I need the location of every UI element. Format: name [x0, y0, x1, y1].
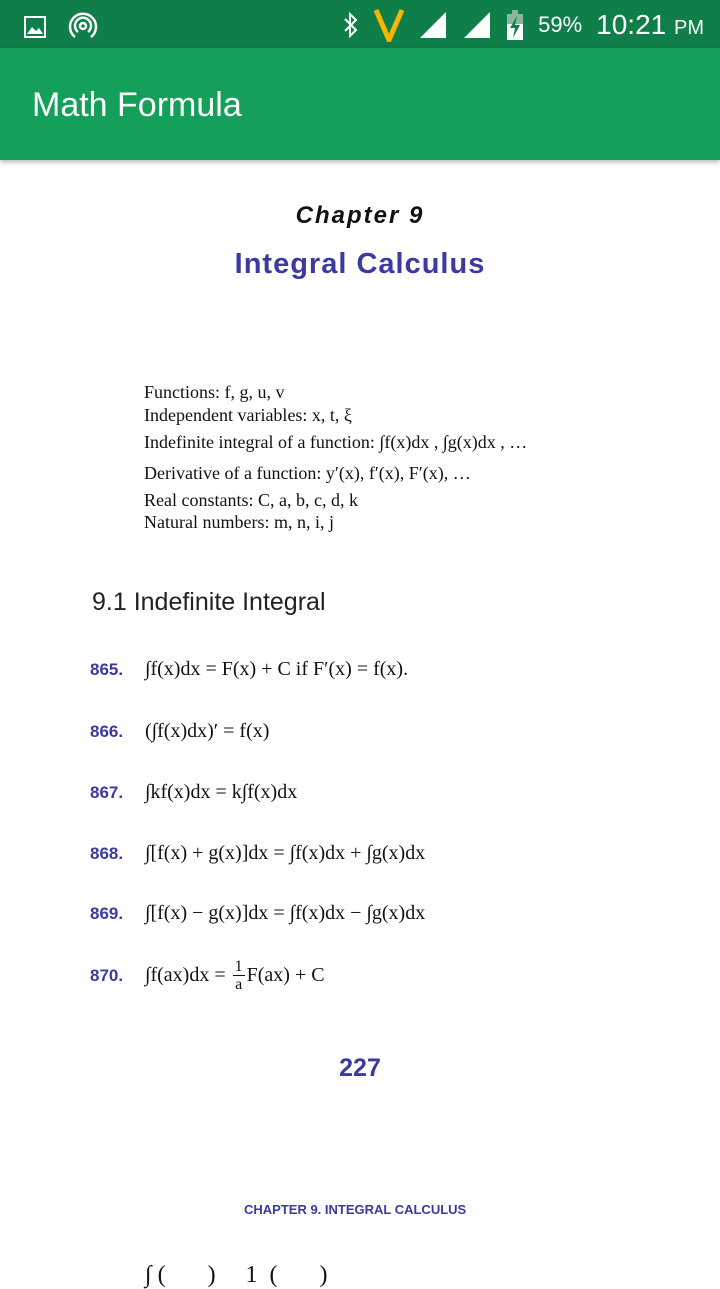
fraction-numerator: 1 [234, 958, 243, 975]
definition-line: Natural numbers: m, n, i, j [144, 512, 334, 533]
fraction [233, 958, 245, 993]
fraction-denominator: a [235, 976, 243, 993]
definition-line: Real constants: C, a, b, c, d, k [144, 489, 358, 510]
formula-number: 866. [90, 721, 124, 741]
clock-time: 10:21 [596, 9, 667, 40]
gallery-icon [24, 16, 46, 38]
formula-number: 870. [90, 965, 124, 985]
formula-867 [90, 781, 297, 804]
signal-icon [418, 10, 448, 40]
definition-line: Functions: f, g, u, v [144, 382, 285, 402]
definition-line: Derivative of a function: y′(x), f′(x), F′(x), … [144, 462, 471, 483]
formula-part: ∫f(ax)dx = [145, 964, 231, 986]
formula-expression: (∫f(x)dx)′ = f(x) [145, 720, 270, 742]
chapter-title: Integral Calculus [234, 248, 486, 280]
formula-part: F(ax) + C [246, 964, 325, 986]
formula-expression: ∫kf(x)dx = k∫f(x)dx [145, 781, 298, 803]
battery-charging-icon [506, 10, 524, 40]
formula-865 [90, 658, 408, 681]
formula-number: 867. [90, 782, 124, 802]
v-app-icon [374, 8, 404, 42]
formula-expression: ∫f(x)dx = F(x) + C if F′(x) = f(x). [145, 658, 409, 680]
section-heading: 9.1 Indefinite Integral [92, 588, 326, 616]
hotspot-icon [68, 12, 98, 42]
signal-icon [462, 10, 492, 40]
definition-line: Independent variables: x, t, ξ [144, 404, 352, 425]
formula-expression: ∫[f(x) + g(x)]dx = ∫f(x)dx + ∫g(x)dx [145, 842, 426, 864]
chapter-label: Chapter 9 [295, 202, 425, 229]
formula-number: 865. [90, 659, 124, 679]
battery-percent: 59% [538, 12, 583, 37]
clock [596, 9, 704, 41]
bluetooth-icon [342, 11, 360, 39]
formula-870 [90, 958, 325, 993]
definition-line: Indefinite integral of a function: ∫f(x)dx , ∫g(x)dx , … [144, 431, 528, 452]
status-bar [0, 0, 720, 48]
clock-ampm: PM [674, 17, 704, 39]
formula-866 [90, 720, 269, 743]
app-title: Math Formula [32, 86, 242, 124]
partial-formula: ∫ ( ) 1 ( ) [145, 1262, 328, 1288]
formula-868 [90, 842, 425, 865]
formula-number: 869. [90, 903, 124, 923]
definitions [144, 381, 527, 534]
formula-expression: ∫[f(x) − g(x)]dx = ∫f(x)dx − ∫g(x)dx [145, 902, 426, 924]
formula-expression [145, 958, 325, 993]
formula-number: 868. [90, 843, 124, 863]
page-number: 227 [339, 1054, 381, 1082]
formula-869 [90, 902, 425, 925]
app-bar [0, 48, 720, 160]
running-header: CHAPTER 9. INTEGRAL CALCULUS [244, 1202, 467, 1217]
